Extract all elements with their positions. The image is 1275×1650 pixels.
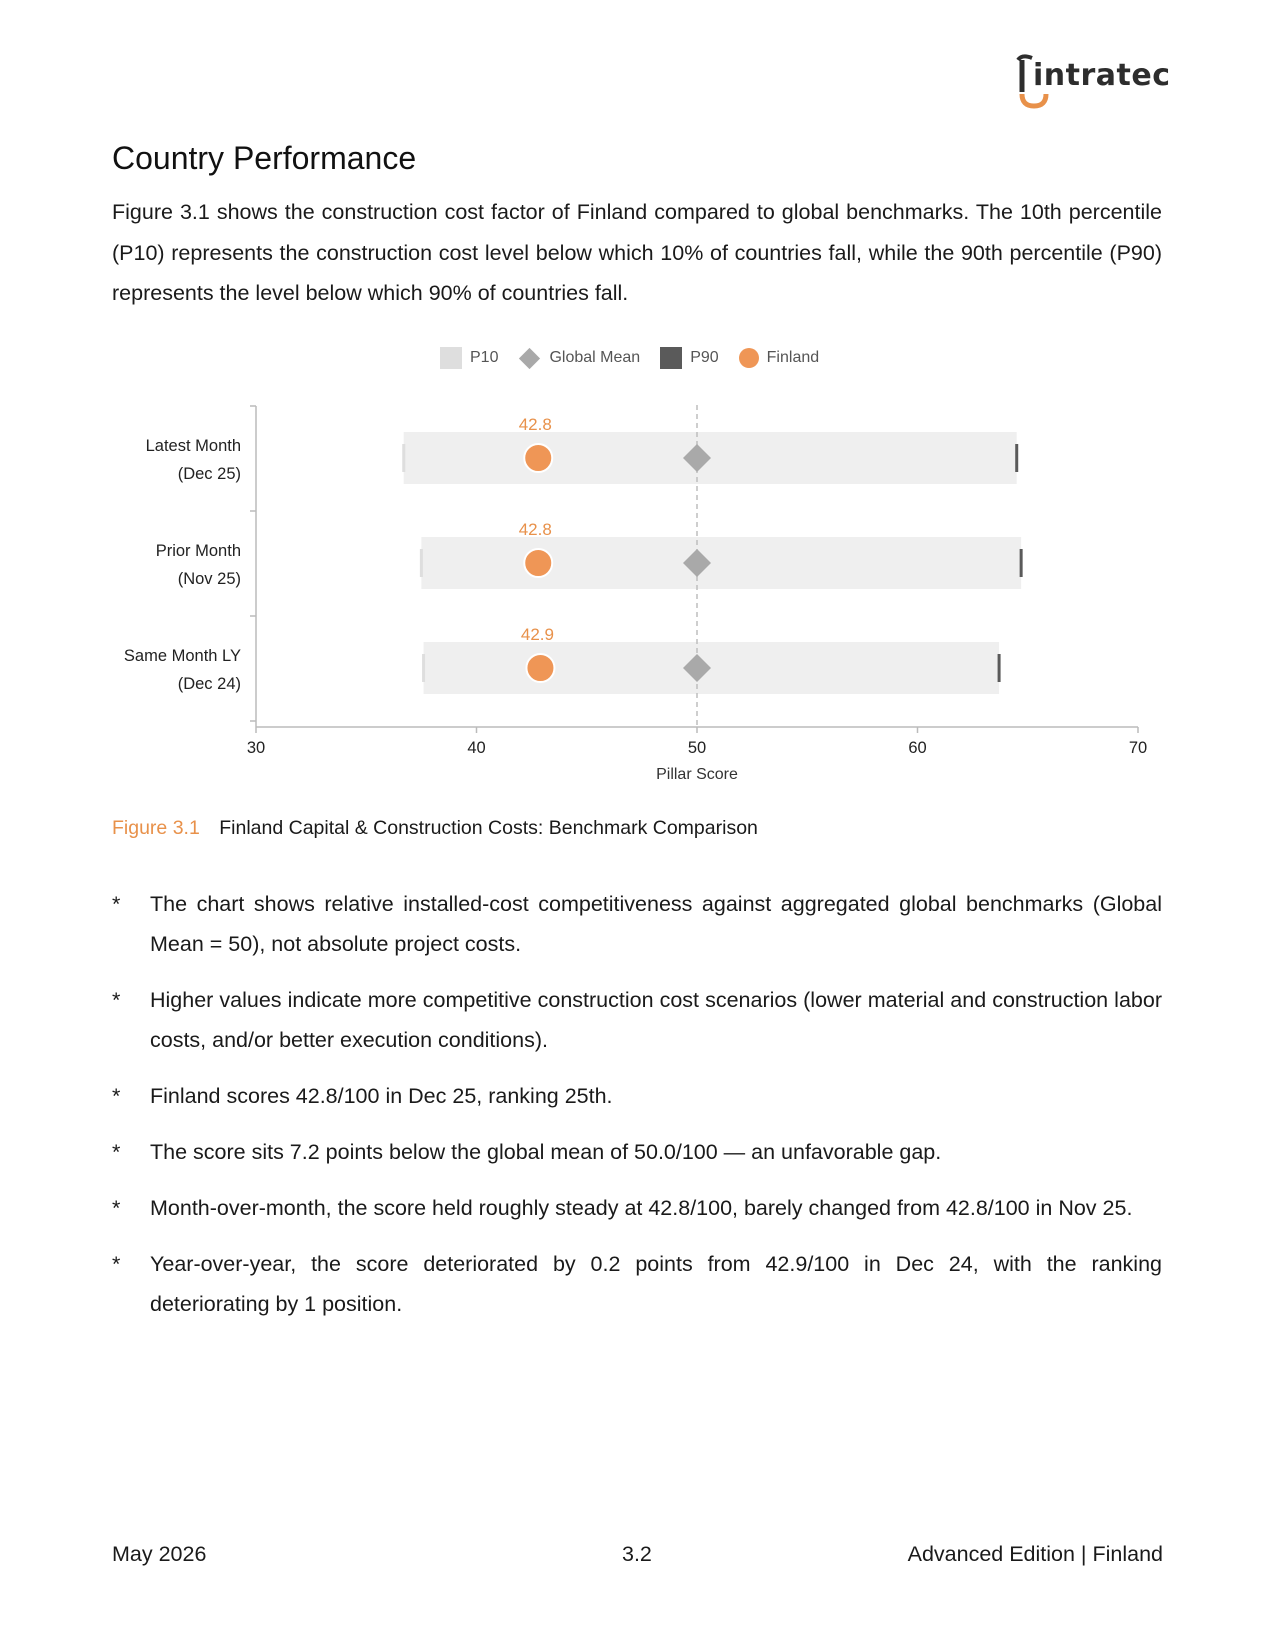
legend-item-mean xyxy=(518,349,640,367)
bullet-marker: * xyxy=(112,1140,121,1164)
bullet-item xyxy=(112,1244,1162,1324)
row-label: Same Month LY xyxy=(123,647,241,665)
circle-swatch-icon xyxy=(739,348,759,368)
legend-item-p10 xyxy=(440,347,498,369)
p10-marker xyxy=(420,549,423,577)
bullet-text: Finland scores 42.8/100 in Dec 25, ranking 25th. xyxy=(150,1084,613,1108)
p90-swatch-icon xyxy=(660,347,682,369)
finland-data-label: 42.8 xyxy=(518,520,552,539)
p90-marker xyxy=(1015,444,1018,472)
footer-page-number: 3.2 xyxy=(622,1542,652,1566)
footer-date: May 2026 xyxy=(112,1542,207,1566)
bullet-marker: * xyxy=(112,1252,121,1276)
legend-label-mean: Global Mean xyxy=(549,349,641,366)
bullet-text: The chart shows relative installed-cost competitiveness against aggregated global benchmarks (Global Mean = 50), not absolute project costs. xyxy=(150,892,1162,956)
footer-edition: Advanced Edition | Finland xyxy=(907,1542,1163,1566)
legend-item-p90 xyxy=(660,347,718,369)
legend-item-finland xyxy=(739,348,819,368)
bullet-marker: * xyxy=(112,1196,121,1220)
x-tick-label: 50 xyxy=(687,739,707,757)
range-band xyxy=(421,537,1021,589)
range-band xyxy=(424,642,1000,694)
figure-caption xyxy=(112,817,758,840)
bullet-marker: * xyxy=(112,1084,121,1108)
finland-data-label: 42.9 xyxy=(520,625,554,644)
bullet-item xyxy=(112,884,1162,964)
finland-data-label: 42.8 xyxy=(518,415,552,434)
bullet-marker: * xyxy=(112,892,121,916)
bullet-text: Year-over-year, the score deteriorated by 0.2 points from 42.9/100 in Dec 24, with the ranking deteriorating by 1 position. xyxy=(150,1252,1162,1316)
intro-paragraph: Figure 3.1 shows the construction cost factor of Finland compared to global benchmarks. The 10th percentile (P10) represents the construction cost level below which 10% of countries fall, while the 90th percentile (P90) represents the level below which 90% of countries fall. xyxy=(112,200,1162,305)
bullet-item xyxy=(112,1188,1162,1228)
logo-text: intratec xyxy=(1033,58,1171,93)
row-label: (Dec 25) xyxy=(177,465,241,483)
finland-marker xyxy=(524,444,552,472)
legend-label-p90: P90 xyxy=(690,349,719,366)
diamond-swatch-icon xyxy=(519,347,540,368)
bullet-item xyxy=(112,1076,1162,1116)
finland-marker xyxy=(526,654,554,682)
bullet-text: Higher values indicate more competitive construction cost scenarios (lower material and construction labor costs, and/or better execution conditions). xyxy=(150,988,1162,1052)
row-label: (Dec 24) xyxy=(177,675,241,693)
row-label: Prior Month xyxy=(155,542,241,560)
caption-text: Finland Capital & Construction Costs: Benchmark Comparison xyxy=(219,817,758,839)
bullet-marker: * xyxy=(112,988,121,1012)
bullet-item xyxy=(112,1132,1162,1172)
row-label: (Nov 25) xyxy=(177,570,241,588)
benchmark-chart xyxy=(0,395,1275,795)
x-tick-label: 40 xyxy=(467,739,486,757)
bullet-list xyxy=(112,884,1162,1340)
chart-legend xyxy=(440,345,839,371)
x-tick-label: 30 xyxy=(246,739,266,757)
x-tick-label: 70 xyxy=(1128,739,1148,757)
bullet-text: Month-over-month, the score held roughly steady at 42.8/100, barely changed from 42.8/100 in Nov 25. xyxy=(150,1196,1133,1220)
bullet-text: The score sits 7.2 points below the global mean of 50.0/100 — an unfavorable gap. xyxy=(150,1140,942,1164)
p10-marker xyxy=(402,444,405,472)
x-tick-label: 60 xyxy=(908,739,927,757)
p10-swatch-icon xyxy=(440,347,462,369)
bullet-item xyxy=(112,980,1162,1060)
x-axis-label: Pillar Score xyxy=(656,766,738,783)
finland-marker xyxy=(524,549,552,577)
page-title: Country Performance xyxy=(112,140,417,176)
legend-label-p10: P10 xyxy=(470,349,499,366)
p90-marker xyxy=(1020,549,1023,577)
p10-marker xyxy=(422,654,425,682)
row-label: Latest Month xyxy=(145,437,241,455)
caption-figure-number: Figure 3.1 xyxy=(112,817,200,839)
legend-label-finland: Finland xyxy=(766,349,820,366)
p90-marker xyxy=(998,654,1001,682)
